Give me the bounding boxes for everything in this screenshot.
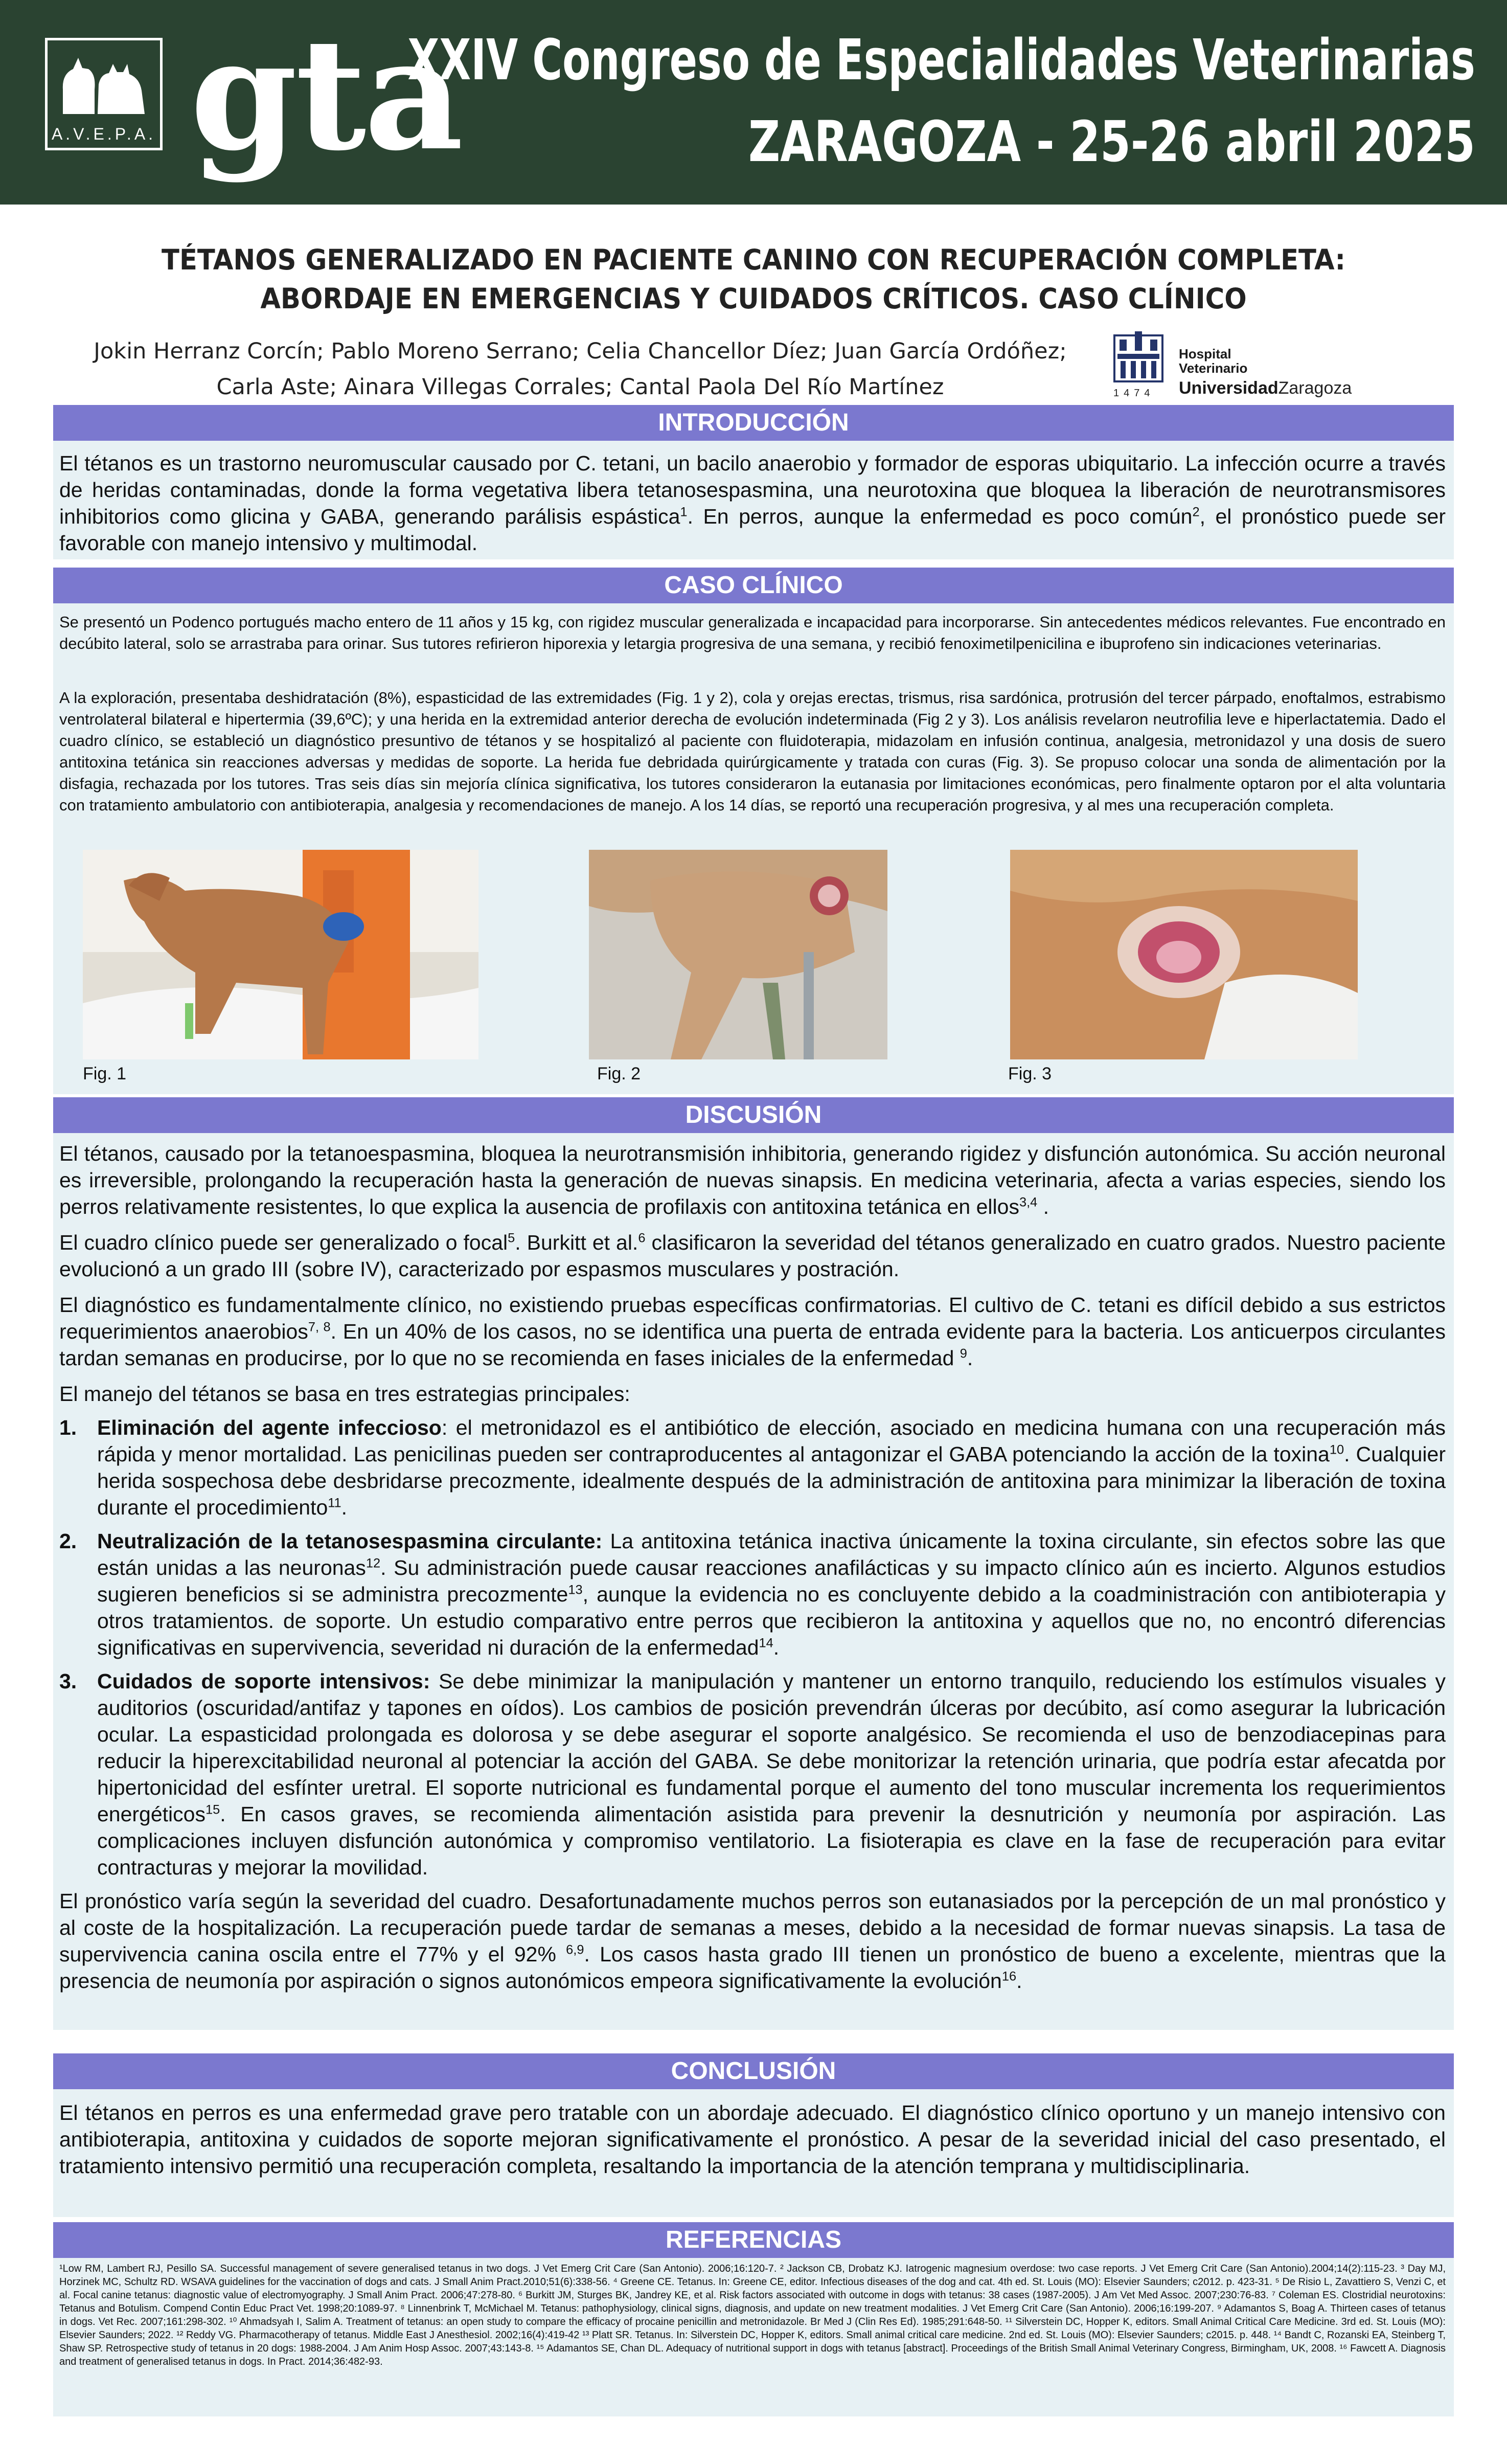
logo-year: 1474	[1113, 388, 1155, 399]
strategy-list	[59, 1414, 1446, 1881]
university-logo	[1110, 328, 1366, 403]
figure-2-caption: Fig. 2	[597, 1064, 641, 1083]
gta-brand: gta	[190, 4, 462, 185]
discussion-heading: DISCUSIÓN	[53, 1097, 1454, 1133]
university-name: UniversidadZaragoza	[1179, 378, 1352, 398]
list-item: 2. Neutralización de la tetanosespasmina circulante: La antitoxina tetánica inactiva únicamente la toxina circulante, sin efectos sobre las que están unidas a las neuronas$^{12}$. Su administración puede causar reacciones anafilácticas y su impacto clínico aún es incierto. Algunos estudios sugieren beneficios si se administra precozmente$^{13}$, aunque la evidencia no es concluyente debido a la coadministración con antibioterapia y otros tratamientos. de soporte. Un estudio comparativo entre perros que recibieron la antitoxina y aquellos que no, no encontró diferencias significativas en supervivencia, severidad ni duración de la enfermedad$^{14}$.	[59, 1529, 1446, 1659]
congress-title: XXIV Congreso de Especialidades Veterinarias	[407, 27, 1475, 93]
discussion-paragraph-3: El diagnóstico es fundamentalmente clínico, no existiendo pruebas específicas confirmatorias. El cultivo de C. tetani es difícil debido a sus estrictos requerimientos anaerobios$^{7, 8}$. En un 40% de los casos, no se identifica una puerta de entrada evidente para la bacteria. Los anticuerpos circulantes tardan semanas en producirse, por lo que no se recomienda en fases iniciales de la enfermedad $^9$.	[59, 1293, 1446, 1370]
references-heading: REFERENCIAS	[53, 2222, 1454, 2258]
conclusion-heading: CONCLUSIÓN	[53, 2053, 1454, 2089]
figure-1-caption: Fig. 1	[83, 1064, 127, 1083]
list-item: 1. Eliminación del agente infeccioso: el metronidazol es el antibiótico de elección, asociado en medicina humana con una recuperación más rápida y menor mortalidad. Las penicilinas pueden ser contraproducentes al antagonizar el GABA potenciando la acción de la toxina$^{10}$. Cualquier herida sospechosa debe desbridarse precozmente, idealmente después de la administración de antitoxina para minimizar la liberación de toxina durante el procedimiento$^{11}$.	[59, 1416, 1446, 1519]
authors-line-2: Carla Aste; Ainara Villegas Corrales; Cantal Paola Del Río Martínez	[216, 374, 944, 400]
references-text: ¹Low RM, Lambert RJ, Pesillo SA. Successful management of severe generalised tetanus in two dogs. J Vet Emerg Crit Care (San Antonio). 2006;16:120-7. ² Jackson CB, Drobatz KJ. Iatrogenic magnesium overdose: two case reports. J Vet Emerg Crit Care (San Antonio).2004;14(2):115-23. ³ Day MJ, Horzinek MC, Schultz RD. WSAVA guidelines for the vaccination of dogs and cats. J Small Anim Pract.2010;51(6):338-56. ⁴ Greene CE. Tetanus. In: Greene CE, editor. Infectious diseases of the dog and cat. 4th ed. St. Louis (MO): Elsevier Saunders; c2012. p. 423-31. ⁵ De Risio L, Zavattiero S, Venzi C, et al. Focal canine tetanus: diagnostic value of electromyography. J Small Anim Pract. 2006;47:278-80. ⁶ Burkitt JM, Sturges BK, Jandrey KE, et al. Risk factors associated with outcome in dogs with tetanus: 38 cases (1987-2005). J Am Vet Med Assoc. 2007;230:76-83. ⁷ Coleman ES. Clostridial neurotoxins: Tetanus and Botulism. Compend Contin Educ Pract Vet. 1998;20:1089-97. ⁸ Linnenbrink T, McMichael M. Tetanus: pathophysiology, clinical signs, diagnosis, and update on new treatment modalities. J Vet Emerg Crit Care (San Antonio). 2006;16:199-207. ⁹ Adamantos S, Boag A. Thirteen cases of tetanus in dogs. Vet Rec. 2007;161:298-302. ¹⁰ Ahmadsyah I, Salim A. Treatment of tetanus: an open study to compare the efficacy of procaine penicillin and metronidazole. Br Med J (Clin Res Ed). 1985;291:648-50. ¹¹ Silverstein DC, Hopper K, editors. Small Animal Critical Care Medicine. 3rd ed. St. Louis (MO): Elsevier Saunders; 2022. ¹² Reddy VG. Pharmacotherapy of tetanus. Middle East J Anesthesiol. 2002;16(4):419-42 ¹³ Platt SR. Tetanus. In: Silverstein DC, Hopper K, editors. Small animal critical care medicine. 2nd ed. St. Louis (MO): Elsevier Saunders; c2015. p. 448. ¹⁴ Bandt C, Rozanski EA, Steinberg T, Shaw SP. Retrospective study of tetanus in 20 dogs: 1988-2004. J Am Anim Hosp Assoc. 2007;43:143-8. ¹⁵ Adamantos SE, Chan DL. Adequacy of nutritional support in dogs with tetanus [abstract]. Proceedings of the British Small Animal Veterinary Congress, Birmingham, UK, 2008. ¹⁶ Fawcett A. Diagnosis and treatment of generalised tetanus in dogs. In Pract. 2014;36:482-93.	[59, 2263, 1446, 2367]
conclusion-text: El tétanos en perros es una enfermedad grave pero tratable con un abordaje adecuado. El diagnóstico clínico oportuno y un manejo intensivo con antibioterapia, antitoxina y cuidados de soporte mejoran significativamente el pronóstico. A pesar de la severidad inicial del caso presentado, el tratamiento intensivo permitió una recuperación completa, resaltando la importancia de la atención temprana y multidisciplinaria.	[59, 2101, 1446, 2178]
figure-3-photo	[1010, 850, 1358, 1059]
poster-title: TÉTANOS GENERALIZADO EN PACIENTE CANINO CON RECUPERACIÓN COMPLETA: ABORDAJE EN EMERGENCIAS Y CUIDADOS CRÍTICOS. CASO CLÍNICO	[162, 243, 1345, 315]
figure-1-photo	[83, 850, 478, 1059]
discussion-paragraph-1: El tétanos, causado por la tetanoespasmina, bloquea la neurotransmisión inhibitoria, generando rigidez y disfunción autonómica. Su acción neuronal es irreversible, prolongando la recuperación hasta la generación de nuevas sinapsis. En medicina veterinaria, afecta a varias especies, siendo los perros relativamente resistentes, lo que explica la ausencia de profilaxis con antitoxina tetánica en ellos$^{3,4}$ .	[59, 1142, 1446, 1218]
authors-line-1: Jokin Herranz Corcín; Pablo Moreno Serrano; Celia Chancellor Díez; Juan García Ordóñez;	[94, 338, 1067, 364]
case-heading: CASO CLÍNICO	[53, 568, 1454, 603]
discussion-paragraph-4: El manejo del tétanos se basa en tres estrategias principales:	[59, 1382, 630, 1406]
discussion-text	[59, 1140, 1446, 1994]
figure-2-photo	[589, 850, 887, 1059]
figure-3-caption: Fig. 3	[1008, 1064, 1052, 1083]
intro-text: El tétanos es un trastorno neuromuscular causado por C. tetani, un bacilo anaerobio y formador de esporas ubiquitario. La infección ocurre a través de heridas contaminadas, donde la forma vegetativa libera tetanosespasmina, una neurotoxina que bloquea la liberación de neurotransmisores inhibitorios como glicina y GABA, generando parálisis espástica$^1$. En perros, aunque la enfermedad es poco común$^2$, el pronóstico puede ser favorable con manejo intensivo y multimodal.	[59, 451, 1446, 555]
dog-cat-silhouette-icon	[58, 54, 150, 115]
discussion-paragraph-2: El cuadro clínico puede ser generalizado o focal$^5$. Burkitt et al.$^6$ clasificaron la severidad del tétanos generalizado en cuatro grados. Nuestro paciente evolucionó a un grado III (sobre IV), caracterizado por espasmos musculares y postración.	[59, 1231, 1446, 1281]
case-paragraph-1: Se presentó un Podenco portugués macho entero de 11 años y 15 kg, con rigidez muscular generalizada e incapacidad para incorporarse. Sin antecedentes médicos relevantes. Fue encontrado en decúbito lateral, solo se arrastraba para orinar. Sus tutores refirieron hiporexia y letargia progresiva de una semana, y recibió fenoximetilpenicilina e ibuprofeno sin indicaciones veterinarias.	[59, 613, 1446, 652]
congress-date-location: ZARAGOZA - 25-26 abril 2025	[748, 109, 1475, 174]
avepa-logo	[45, 38, 163, 150]
list-item: 3. Cuidados de soporte intensivos: Se debe minimizar la manipulación y mantener un entorno tranquilo, reduciendo los estímulos visuales y auditorios (oscuridad/antifaz y tapones en oídos). Los cambios de posición prevendrán úlceras por decúbito, así como asegurar la lubricación ocular. La espasticidad prolongada es dolorosa y se debe asegurar el soporte analgésico. Se recomienda el uso de benzodiacepinas para reducir la hiperexcitabilidad neuronal al potenciar la acción del GABA. Se debe monitorizar la retención urinaria, que podría estar afecatda por hipertonicidad del esfínter uretral. El soporte nutricional es fundamental porque el aumento del tono muscular incrementa los requerimientos energéticos$^{15}$. En casos graves, se recomienda alimentación asistida para prevenir la desnutrición y neumonía por aspiración. Las complicaciones incluyen disfunción autonómica y compromiso ventilatorio. La fisioterapia es clave en la fase de recuperación para evitar contracturas y mejorar la movilidad.	[59, 1669, 1446, 1879]
hospital-name: Hospital Veterinario	[1179, 346, 1248, 376]
avepa-text: A.V.E.P.A.	[51, 125, 156, 143]
intro-heading: INTRODUCCIÓN	[53, 405, 1454, 441]
university-shield-icon	[1110, 328, 1167, 385]
case-paragraph-2: A la exploración, presentaba deshidratación (8%), espasticidad de las extremidades (Fig. 1 y 2), cola y orejas erectas, trismus, risa sardónica, protrusión del tercer párpado, enoftalmos, estrabismo ventrolateral bilateral e hipertermia (39,6ºC); y una herida en la extremidad anterior derecha de evolución indeterminada (Fig 2 y 3). Los análisis revelaron neutrofilia leve e hiperlactatemia. Dado el cuadro clínico, se estableció un diagnóstico presuntivo de tétanos y se hospitalizó al paciente con fluidoterapia, midazolam en infusión continua, analgesia, metronidazol y una dosis de suero antitoxina tetánica sin reacciones adversas y medidas de soporte. La herida fue debridada quirúrgicamente y tratada con curas (Fig. 3). Se propuso colocar una sonda de alimentación por la disfagia, rechazada por los tutores. Tras seis días sin mejoría clínica significativa, los tutores consideraron la eutanasia por limitaciones económicas, pero finalmente optaron por el alta voluntaria con tratamiento ambulatorio con antibioterapia, analgesia y recomendaciones de manejo. A los 14 días, se reportó una recuperación progresiva, y al mes una recuperación completa.	[59, 689, 1446, 814]
congress-header	[0, 0, 1507, 205]
discussion-paragraph-5: El pronóstico varía según la severidad del cuadro. Desafortunadamente muchos perros son eutanasiados por la percepción de un mal pronóstico y al coste de la hospitalización. La recuperación puede tardar de semanas a meses, debido a la necesidad de formar nuevas sinapsis. La tasa de supervivencia canina oscila entre el 77% y el 92% $^{6,9}$. Los casos hasta grado III tienen un pronóstico de bueno a excelente, mientras que la presencia de neumonía por aspiración o signos autonómicos empeora significativamente la evolución$^{16}$.	[59, 1889, 1446, 1993]
authors	[77, 333, 1084, 405]
